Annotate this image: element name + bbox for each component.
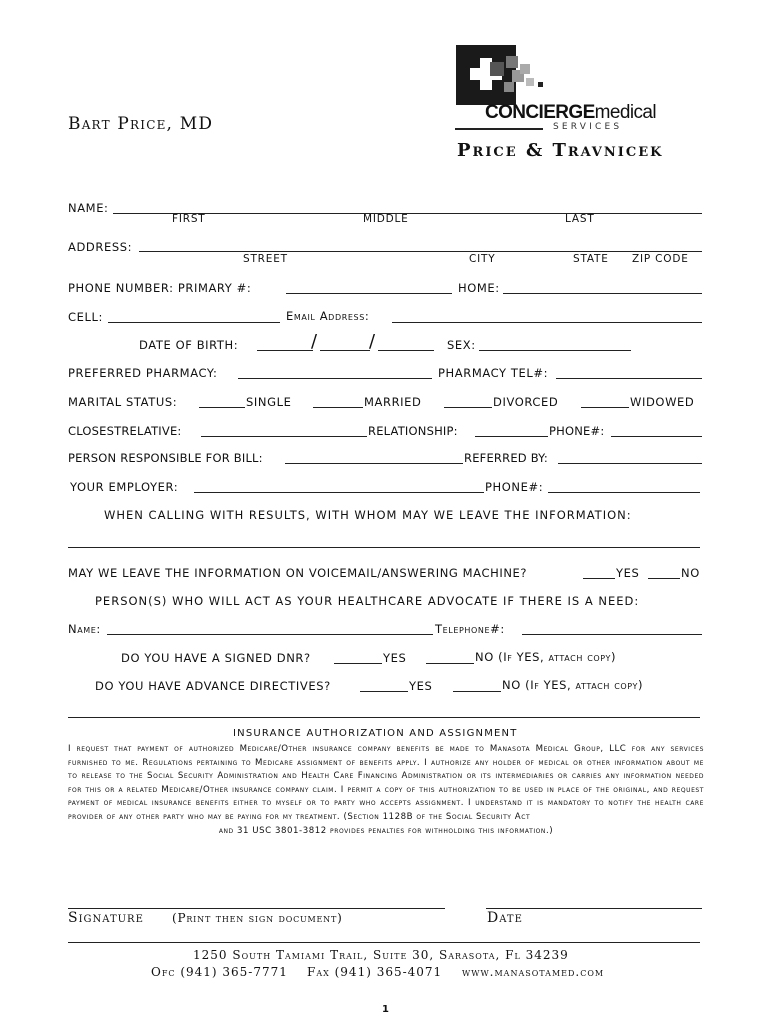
cell-label: CELL:: [68, 310, 103, 324]
pharmacy-tel-field[interactable]: [556, 378, 702, 379]
email-field[interactable]: [392, 322, 702, 323]
footer-website[interactable]: www.manasotamed.com: [462, 965, 605, 979]
widowed-option: WIDOWED: [630, 395, 695, 409]
calling-field[interactable]: [68, 547, 700, 548]
logo-pixel: [504, 82, 514, 92]
single-field[interactable]: [199, 407, 245, 408]
page-number: 1: [382, 1004, 389, 1015]
closest-relative-field[interactable]: [201, 436, 367, 437]
insurance-body: [68, 743, 704, 838]
voicemail-question: MAY WE LEAVE THE INFORMATION ON VOICEMAIL/ANSWERING MACHINE?: [68, 566, 528, 580]
footer-divider: [68, 942, 700, 943]
dob-label: DATE OF BIRTH:: [139, 338, 239, 352]
married-field[interactable]: [313, 407, 363, 408]
directives-question: DO YOU HAVE ADVANCE DIRECTIVES?: [95, 679, 331, 693]
referred-field[interactable]: [558, 463, 702, 464]
phone-primary-field[interactable]: [286, 293, 452, 294]
last-caption: LAST: [565, 213, 595, 225]
referred-label: REFERRED BY:: [464, 451, 548, 465]
name-label: NAME:: [68, 201, 109, 215]
pharmacy-tel-label: PHARMACY TEL#:: [438, 366, 549, 380]
widowed-field[interactable]: [581, 407, 629, 408]
logo-pixel: [490, 62, 504, 76]
signature-note: (Print then sign document): [172, 911, 343, 925]
relationship-field[interactable]: [475, 436, 548, 437]
logo-services: SERVICES: [553, 122, 623, 132]
date-label: Date: [487, 910, 523, 926]
dob-slash: /: [369, 331, 376, 352]
employer-label: YOUR EMPLOYER:: [70, 480, 179, 494]
email-label: Email Address:: [286, 309, 370, 323]
voicemail-yes-field[interactable]: [583, 578, 615, 579]
street-caption: STREET: [243, 253, 288, 265]
logo-rule: [455, 128, 543, 130]
voicemail-no: NO: [681, 566, 700, 580]
insurance-body-last: and 31 USC 3801-3812 provides penalties for withholding this information.): [218, 825, 554, 836]
employer-phone-field[interactable]: [548, 492, 700, 493]
logo-pixel: [520, 64, 530, 74]
responsible-field[interactable]: [285, 463, 463, 464]
zip-caption: ZIP CODE: [632, 253, 689, 265]
closest-relative-label: CLOSESTRELATIVE:: [68, 424, 182, 438]
date-field[interactable]: [486, 908, 702, 909]
relationship-label: RELATIONSHIP:: [368, 424, 458, 438]
city-caption: CITY: [469, 253, 496, 265]
divorced-option: DIVORCED: [493, 395, 559, 409]
state-caption: STATE: [573, 253, 609, 265]
advocate-tel-label: Telephone#:: [435, 622, 505, 636]
dnr-no: NO (If YES, attach copy): [475, 650, 617, 664]
insurance-body-text: I request that payment of authorized Medicare/Other insurance company benefits be made to Manasota Medical Group, LLC for any services furnished to me. Regulations pertaining to Medicare assignment of benefits apply. I authorize any holder of medical or other information about me to release to the Social Security Administration and Health Care Financing Administration or its intermediaries or carries any information needed for this or a related Medicare/Other insurance company claim. I permit a copy of this authorization to be used in place of the original, and request payment of medical insurance benefits either to myself or to party who accepts assignment. I understand it is mandatory to notify the health care provider of any other party who may be paying for my treatment. (Section 1128B of the Social Security Act: [68, 744, 704, 822]
advocate-name-label: Name:: [68, 622, 101, 636]
footer-fax: Fax (941) 365-4071: [307, 965, 443, 979]
married-option: MARRIED: [364, 395, 422, 409]
sex-label: SEX:: [447, 338, 476, 352]
footer-office-phone: Ofc (941) 365-7771: [151, 965, 288, 979]
logo-wordmark: CONCIERGEmedical: [485, 102, 656, 123]
home-field[interactable]: [503, 293, 702, 294]
dnr-yes: YES: [383, 651, 407, 665]
advocate-name-field[interactable]: [107, 634, 433, 635]
directives-no: NO (If YES, attach copy): [502, 678, 644, 692]
signature-label: Signature: [68, 910, 144, 926]
voicemail-yes: YES: [616, 566, 640, 580]
marital-label: MARITAL STATUS:: [68, 395, 178, 409]
address-label: ADDRESS:: [68, 240, 133, 254]
section-divider: [68, 717, 700, 718]
directives-yes-field[interactable]: [360, 691, 408, 692]
single-option: SINGLE: [246, 395, 292, 409]
dnr-no-field[interactable]: [426, 663, 474, 664]
middle-caption: MIDDLE: [363, 213, 409, 225]
doctor-name: Bart Price, MD: [68, 114, 214, 134]
insurance-title: INSURANCE AUTHORIZATION AND ASSIGNMENT: [233, 728, 518, 739]
logo-pixel: [506, 56, 518, 68]
home-label: HOME:: [458, 281, 500, 295]
employer-phone-label: PHONE#:: [485, 480, 544, 494]
relative-phone-field[interactable]: [611, 436, 702, 437]
directives-no-field[interactable]: [453, 691, 501, 692]
dob-year-field[interactable]: [378, 350, 434, 351]
advocate-question: PERSON(S) WHO WILL ACT AS YOUR HEALTHCARE ADVOCATE IF THERE IS A NEED:: [95, 594, 640, 608]
dnr-yes-field[interactable]: [334, 663, 382, 664]
logo-pixel: [526, 78, 534, 86]
footer-address: 1250 South Tamiami Trail, Suite 30, Sarasota, Fl 34239: [193, 948, 569, 962]
practice-name: Price & Travnicek: [457, 140, 664, 161]
address-field[interactable]: [139, 251, 702, 252]
pharmacy-label: PREFERRED PHARMACY:: [68, 366, 218, 380]
divorced-field[interactable]: [444, 407, 492, 408]
dob-month-field[interactable]: [257, 350, 313, 351]
sex-field[interactable]: [479, 350, 631, 351]
relative-phone-label: PHONE#:: [549, 424, 605, 438]
employer-field[interactable]: [194, 492, 484, 493]
voicemail-no-field[interactable]: [648, 578, 680, 579]
advocate-tel-field[interactable]: [522, 634, 702, 635]
logo-dot: [538, 82, 543, 87]
phone-primary-label: PHONE NUMBER: PRIMARY #:: [68, 281, 252, 295]
dnr-question: DO YOU HAVE A SIGNED DNR?: [121, 651, 311, 665]
directives-yes: YES: [409, 679, 433, 693]
responsible-label: PERSON RESPONSIBLE FOR BILL:: [68, 451, 263, 465]
first-caption: FIRST: [172, 213, 206, 225]
dob-day-field[interactable]: [320, 350, 370, 351]
signature-field[interactable]: [68, 908, 445, 909]
cell-field[interactable]: [108, 322, 280, 323]
pharmacy-field[interactable]: [238, 378, 432, 379]
calling-question: WHEN CALLING WITH RESULTS, WITH WHOM MAY WE LEAVE THE INFORMATION:: [104, 508, 632, 522]
dob-slash: /: [311, 331, 318, 352]
